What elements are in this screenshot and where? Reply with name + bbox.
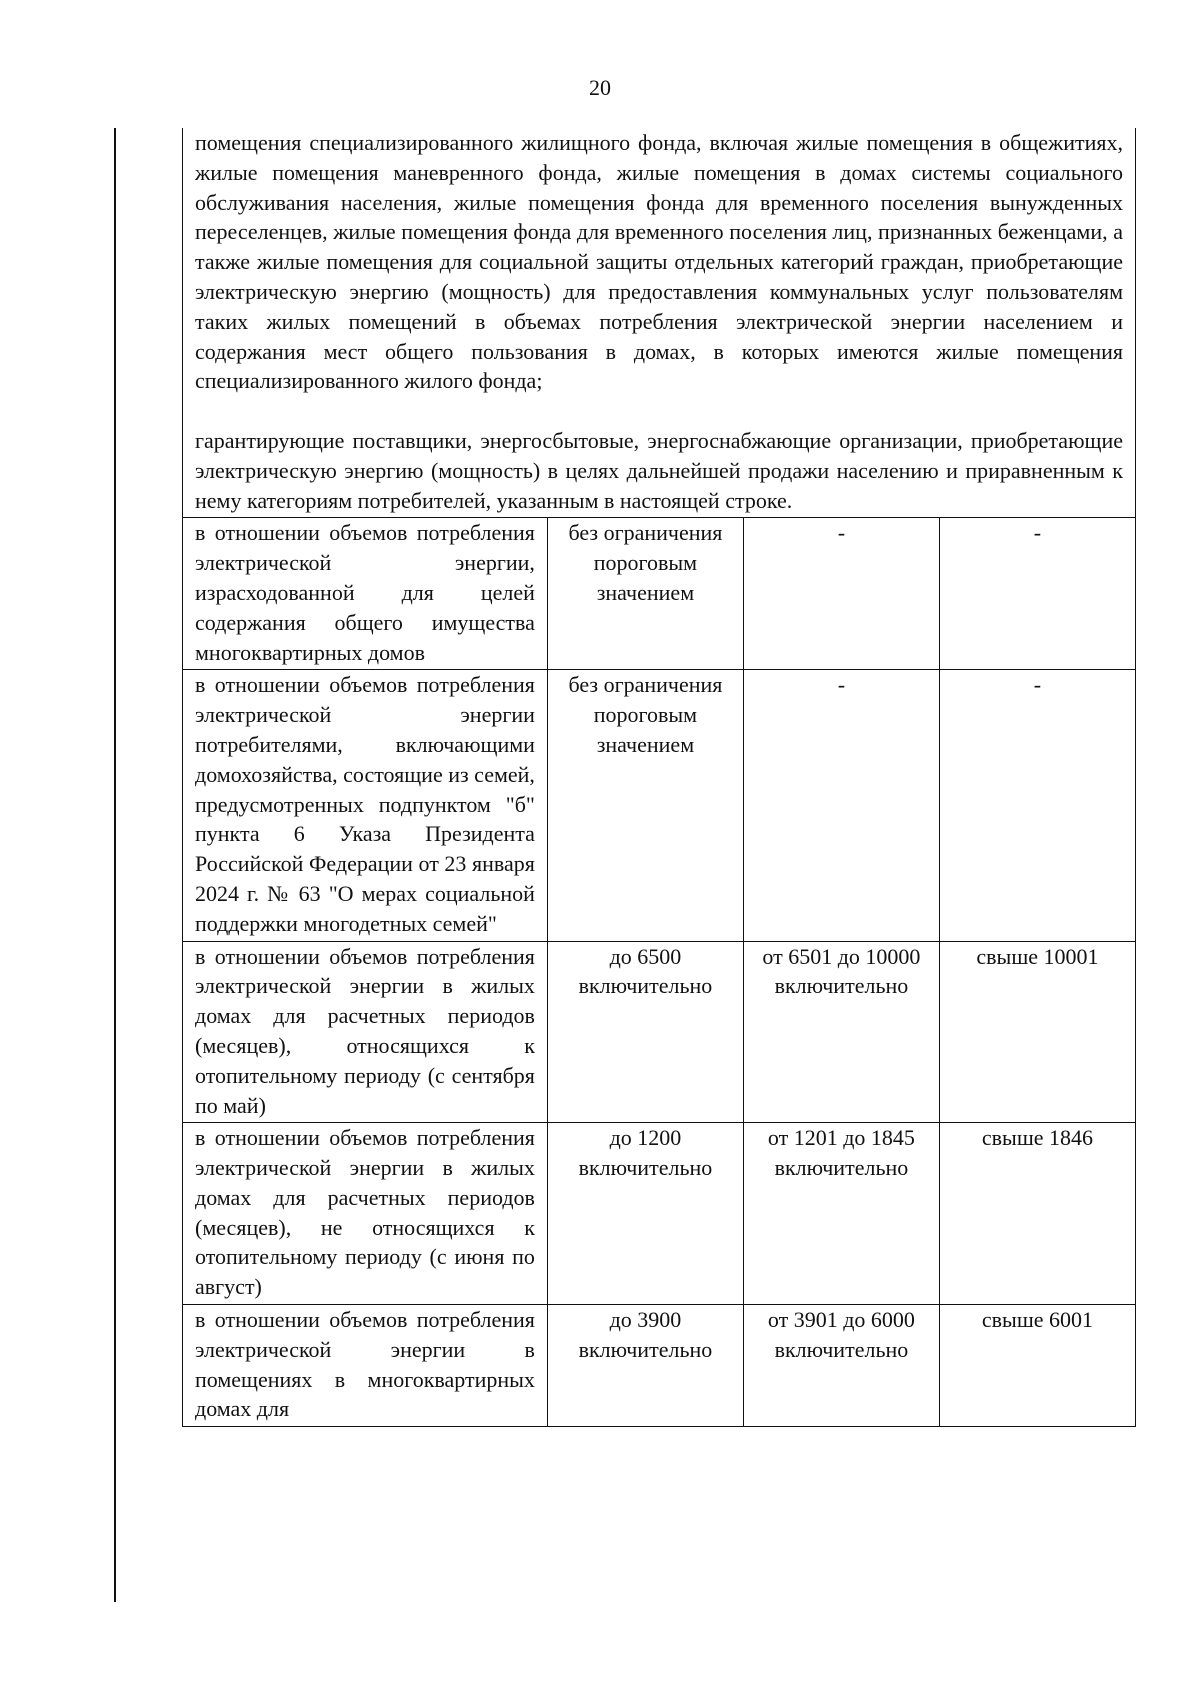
threshold-cell: - <box>939 518 1135 670</box>
threshold-cell: от 6501 до 10000 включительно <box>743 941 939 1123</box>
threshold-cell: от 1201 до 1845 включительно <box>743 1123 939 1305</box>
table-row <box>183 1123 1136 1305</box>
threshold-cell: без ограничения пороговым значением <box>547 518 743 670</box>
threshold-cell: свыше 1846 <box>939 1123 1135 1305</box>
row-description: в отношении объемов потребления электрической энергии, израсходованной для целей содержания общего имущества многоквартирных домов <box>183 518 548 670</box>
table-row <box>183 670 1136 941</box>
threshold-cell: - <box>743 670 939 941</box>
row-description: в отношении объемов потребления электрической энергии потребителями, включающими домохозяйства, состоящие из семей, предусмотренных подпунктом "б" пункта 6 Указа Президента Российской Федерации от 23 января 2024 г. № 63 "О мерах социальной поддержки многодетных семей" <box>183 670 548 941</box>
page-number: 20 <box>589 75 611 100</box>
threshold-cell: без ограничения пороговым значением <box>547 670 743 941</box>
intro-cell <box>183 128 1136 518</box>
table-row <box>183 518 1136 670</box>
tariff-table <box>182 128 1136 1427</box>
row-description: в отношении объемов потребления электрической энергии в жилых домах для расчетных периодов (месяцев), относящихся к отопительному периоду (с сентября по май) <box>183 941 548 1123</box>
threshold-cell: от 3901 до 6000 включительно <box>743 1305 939 1427</box>
intro-paragraph: помещения специализированного жилищного фонда, включая жилые помещения в общежитиях, жилые помещения маневренного фонда, жилые помещения в домах системы социального обслуживания населения, жилые помещения фонда для временного поселения вынужденных переселенцев, жилые помещения фонда для временного поселения лиц, признанных беженцами, а также жилые помещения для социальной защиты отдельных категорий граждан, приобретающие электрическую энергию (мощность) для предоставления коммунальных услуг пользователям таких жилых помещений в объемах потребления электрической энергии населением и содержания мест общего пользования в домах, в которых имеются жилые помещения специализированного жилого фонда; <box>195 130 1123 394</box>
intro-paragraph: гарантирующие поставщики, энергосбытовые, энергоснабжающие организации, приобретающие электрическую энергию (мощность) в целях дальнейшей продажи населению и приравненным к нему категориям потребителей, указанным в настоящей строке. <box>195 427 1123 513</box>
threshold-cell: до 3900 включительно <box>547 1305 743 1427</box>
threshold-cell: - <box>743 518 939 670</box>
table-row <box>183 941 1136 1123</box>
margin-rule <box>114 128 116 1602</box>
threshold-cell: свыше 10001 <box>939 941 1135 1123</box>
row-description: в отношении объемов потребления электрической энергии в жилых домах для расчетных периодов (месяцев), не относящихся к отопительному периоду (с июня по август) <box>183 1123 548 1305</box>
threshold-cell: свыше 6001 <box>939 1305 1135 1427</box>
intro-row <box>183 128 1136 518</box>
threshold-cell: до 6500 включительно <box>547 941 743 1123</box>
table-row <box>183 1305 1136 1427</box>
row-description: в отношении объемов потребления электрической энергии в помещениях в многоквартирных домах для <box>183 1305 548 1427</box>
threshold-cell: - <box>939 670 1135 941</box>
threshold-cell: до 1200 включительно <box>547 1123 743 1305</box>
